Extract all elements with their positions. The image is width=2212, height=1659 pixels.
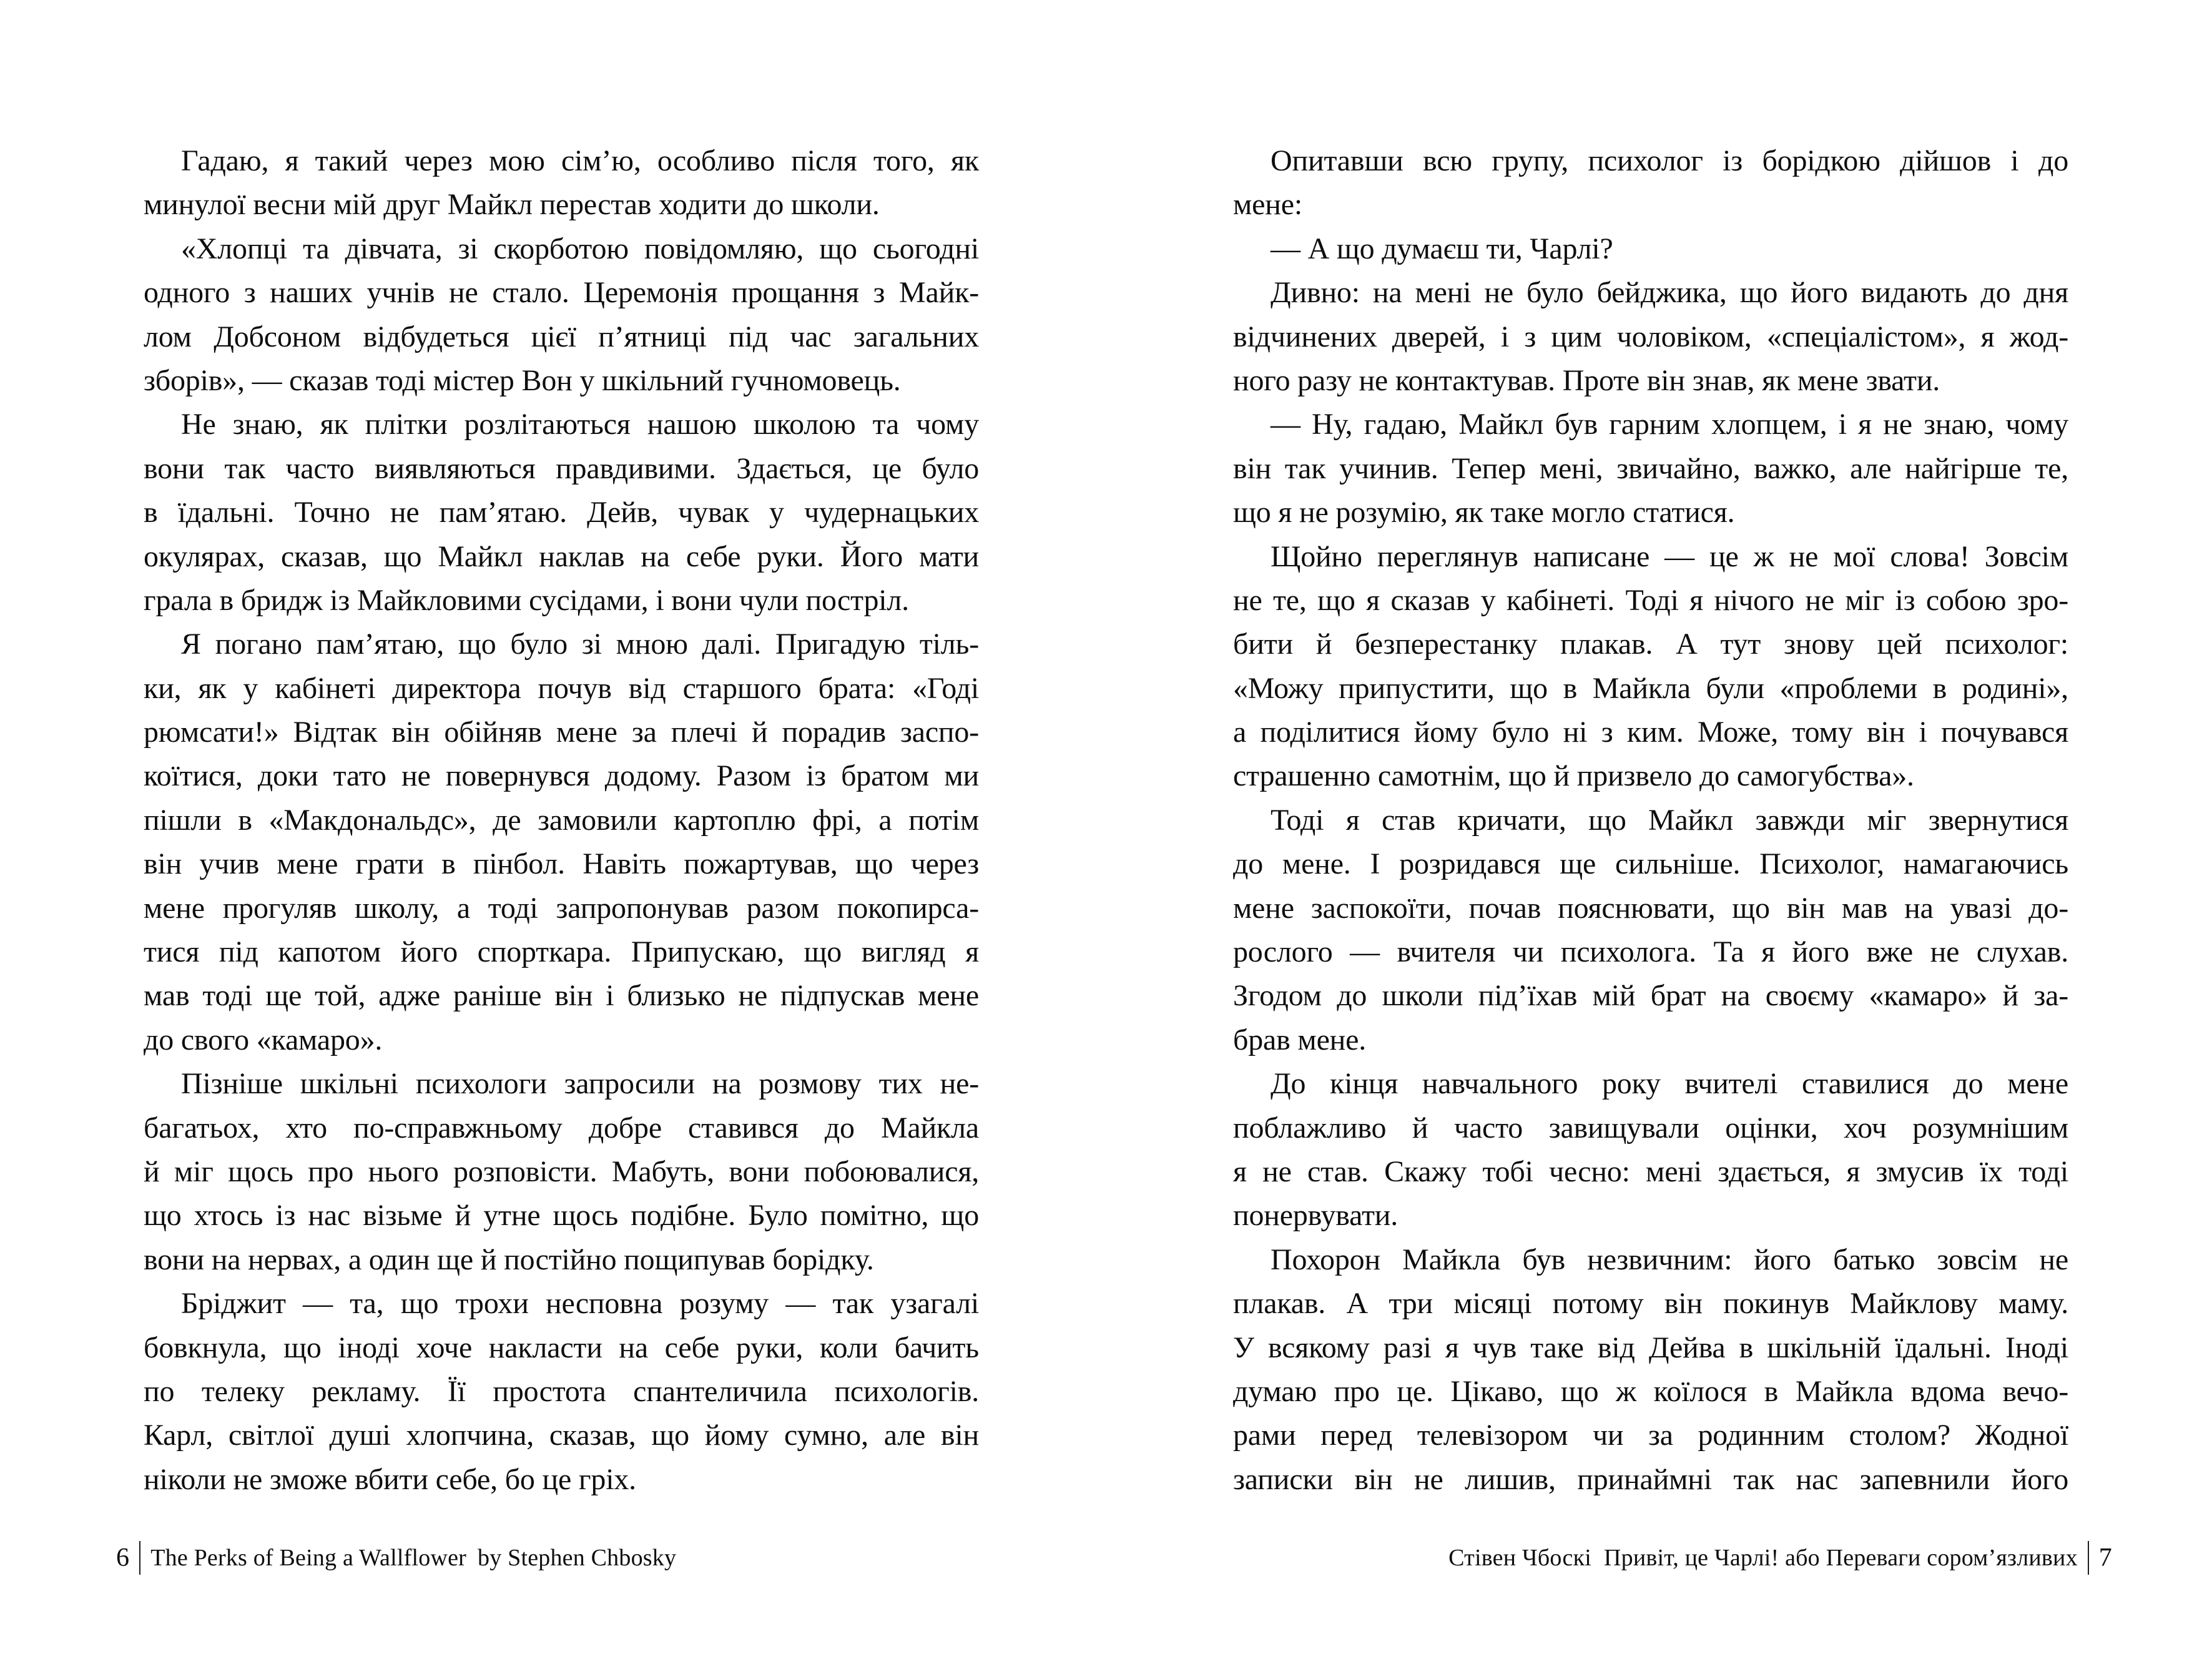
text-line: я не став. Скажу тобі чесно: мені здається, я змусив їх тоді <box>1233 1154 2068 1188</box>
footer-book-author: by Stephen Chbosky <box>478 1545 677 1571</box>
text-line: Я погано пам’ятаю, що було зі мною далі. Пригадую тіль- <box>181 628 979 661</box>
text-line: вони на нервах, а один ще й постійно пощипував борідку. <box>144 1243 874 1276</box>
text-line: не те, що я сказав у кабінеті. Тоді я нічого не міг із собою зро- <box>1233 583 2068 617</box>
text-line: він так учинив. Тепер мені, звичайно, важко, але найгірше те, <box>1233 451 2068 485</box>
footer-book-title-ua: Привіт, це Чарлі! або Переваги сором’язливих <box>1604 1545 2078 1571</box>
text-line: мене: <box>1233 188 1303 222</box>
text-line: ніколи не зможе вбити себе, бо це гріх. <box>144 1462 636 1496</box>
footer-divider-bar <box>139 1541 140 1575</box>
text-line: Тоді я став кричати, що Майкл завжди міг звернутися <box>1271 803 2068 837</box>
left-page-footer <box>116 1541 676 1575</box>
text-line: Бріджит — та, що трохи несповна розуму — так узагалі <box>181 1287 979 1321</box>
text-line: рами перед телевізором чи за родинним столом? Жодної <box>1233 1419 2068 1452</box>
footer-author-name: Стівен Чбоскі <box>1448 1545 1592 1571</box>
text-line: бовкнула, що іноді хоче накласти на себе руки, коли бачить <box>144 1331 979 1364</box>
text-line: рослого — вчителя чи психолога. Та я його вже не слухав. <box>1233 935 2068 969</box>
text-line: До кінця навчального року вчителі ставилися до мене <box>1271 1067 2068 1101</box>
text-line: Опитавши всю групу, психолог із борідкою дійшов і до <box>1271 144 2068 177</box>
text-line: тися під капотом його спорткара. Припускаю, що вигляд я <box>144 935 979 969</box>
text-line: Карл, світлої душі хлопчина, сказав, що йому сумно, але він <box>144 1419 979 1452</box>
text-line: поблажливо й часто завищували оцінки, хоч розумнішим <box>1233 1111 2068 1145</box>
text-line: коїтися, доки тато не повернувся додому. Разом із братом ми <box>144 759 979 793</box>
text-line: в їдальні. Точно не пам’ятаю. Дейв, чувак у чудернацьких <box>144 496 979 529</box>
text-line: що хтось із нас візьме й утне щось подібне. Було помітно, що <box>144 1199 979 1233</box>
footer-divider-bar <box>2088 1541 2089 1575</box>
text-line: «Хлопці та дівчата, зі скорботою повідомляю, що сьогодні <box>181 232 979 265</box>
text-line: понервувати. <box>1233 1199 1398 1233</box>
text-line: Згодом до школи під’їхав мій брат на своєму «камаро» й за- <box>1233 979 2068 1013</box>
text-line: що я не розумію, як таке могло статися. <box>1233 496 1735 529</box>
text-line: вони так часто виявляються правдивими. Здається, це було <box>144 451 979 485</box>
right-page-footer <box>1448 1541 2112 1575</box>
text-line: брав мене. <box>1233 1023 1367 1056</box>
text-line: «Можу припустити, що в Майкла були «проблеми в родині», <box>1233 671 2068 705</box>
text-line: рюмсати!» Відтак він обійняв мене за плечі й порадив заспо- <box>144 716 979 749</box>
text-line: по телеку рекламу. Її простота спантеличила психологів. <box>144 1374 979 1408</box>
text-line: Пізніше шкільні психологи запросили на розмову тих не- <box>181 1067 979 1101</box>
text-line: окулярах, сказав, що Майкл наклав на себе руки. Його мати <box>144 539 979 573</box>
footer-book-title: The Perks of Being a Wallflower <box>150 1545 467 1571</box>
text-line: бити й безперестанку плакав. А тут знову цей психолог: <box>1233 628 2068 661</box>
text-line: він учив мене грати в пінбол. Навіть пожартував, що через <box>144 847 979 881</box>
text-line: думаю про це. Цікаво, що ж коїлося в Майкла вдома вечо- <box>1233 1374 2068 1408</box>
text-line: — Ну, гадаю, Майкл був гарним хлопцем, і я не знаю, чому <box>1271 408 2068 441</box>
text-line: багатьох, хто по-справжньому добре ставився до Майкла <box>144 1111 979 1145</box>
text-line: мене заспокоїти, почав пояснювати, що він мав на увазі до- <box>1233 891 2068 925</box>
text-line: й міг щось про нього розповісти. Мабуть, вони побоювалися, <box>144 1154 979 1188</box>
text-line: страшенно самотнім, що й призвело до самогубства». <box>1233 759 1914 793</box>
text-line: ного разу не контактував. Проте він знав, як мене звати. <box>1233 363 1940 397</box>
text-line: записки він не лишив, принаймні так нас запевнили його <box>1233 1462 2068 1496</box>
text-line: Щойно переглянув написане — це ж не мої слова! Зовсім <box>1271 539 2068 573</box>
right-page-number: 7 <box>2098 1543 2112 1572</box>
text-line: Похорон Майкла був незвичним: його батько зовсім не <box>1271 1243 2068 1276</box>
text-line: ки, як у кабінеті директора почув від старшого брата: «Годі <box>144 671 979 705</box>
text-line: У всякому разі я чув таке від Дейва в шкільній їдальні. Іноді <box>1233 1331 2068 1364</box>
text-line: лом Добсоном відбудеться цієї п’ятниці під час загальних <box>144 320 979 353</box>
text-line: до мене. І розридався ще сильніше. Психолог, намагаючись <box>1233 847 2068 881</box>
text-line: мене прогуляв школу, а тоді запропонував разом покопирса- <box>144 891 979 925</box>
text-line: Гадаю, я такий через мою сім’ю, особливо після того, як <box>181 144 979 177</box>
text-line: Не знаю, як плітки розлітаються нашою школою та чому <box>181 408 979 441</box>
text-line: до свого «камаро». <box>144 1023 383 1056</box>
text-line: минулої весни мій друг Майкл перестав ходити до школи. <box>144 188 880 222</box>
text-line: мав тоді ще той, адже раніше він і близько не підпускав мене <box>144 979 979 1013</box>
text-line: зборів», — сказав тоді містер Вон у шкільний гучномовець. <box>144 363 901 397</box>
text-line: плакав. А три місяці потому він покинув Майклову маму. <box>1233 1287 2068 1321</box>
text-line: пішли в «Макдональдс», де замовили картоплю фрі, а потім <box>144 803 979 837</box>
text-line: — А що думаєш ти, Чарлі? <box>1271 232 1613 265</box>
left-page-number: 6 <box>116 1543 130 1572</box>
left-page-text-column <box>144 139 979 1502</box>
text-line: відчинених дверей, і з цим чоловіком, «спеціалістом», я жод- <box>1233 320 2068 353</box>
text-line: одного з наших учнів не стало. Церемонія прощання з Майк- <box>144 276 979 310</box>
text-line: Дивно: на мені не було бейджика, що його видають до дня <box>1271 276 2068 310</box>
text-line: грала в бридж із Майкловими сусідами, і вони чули постріл. <box>144 583 909 617</box>
text-line: а поділитися йому було ні з ким. Може, тому він і почувався <box>1233 716 2068 749</box>
right-page-text-column <box>1233 139 2068 1502</box>
